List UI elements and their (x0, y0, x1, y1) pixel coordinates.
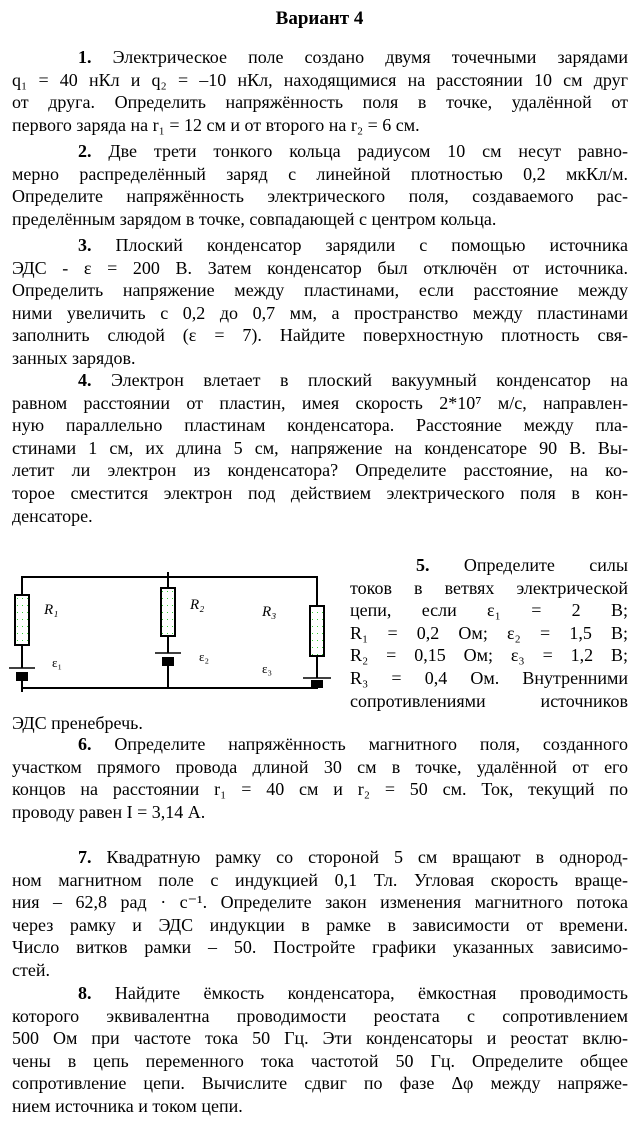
problem-line (12, 869, 628, 892)
problem-line (12, 482, 628, 505)
battery-e3 (303, 678, 331, 688)
problem-line (12, 914, 628, 937)
problem-line (12, 234, 628, 257)
problem-line (350, 622, 628, 645)
problem-line (12, 1072, 628, 1095)
problem-line (12, 1027, 628, 1050)
problem-8 (12, 982, 628, 1118)
line-text: Определите напряжённость электрического поля, создаваемого рас- (12, 186, 628, 207)
problem-line (350, 599, 628, 622)
problem-line (12, 163, 628, 186)
problem-number: 1. (78, 47, 92, 67)
line-text: R₂ = 0,15 Ом; ε₃ = 1,2 В; (350, 645, 628, 666)
problem-line (350, 554, 628, 577)
line-text: мерно распределённый заряд с линейной плотностью 0,2 мкКл/м. (12, 163, 628, 184)
battery-e1 (9, 668, 35, 681)
problem-line (12, 936, 628, 959)
label-e3: ε₃ (262, 661, 272, 676)
problem-line (12, 414, 628, 437)
problem-line (12, 46, 628, 69)
line-text: R₃ = 0,4 Ом. Внутренними (350, 667, 628, 688)
problem-line (12, 756, 628, 779)
line-text: ную параллельно пластинам конденсатора. Расстояние между пла- (12, 415, 628, 436)
problem-line (12, 257, 628, 280)
problem-7 (12, 846, 628, 982)
problem-line (12, 891, 628, 914)
problem-line (12, 279, 628, 302)
line-text: которого эквивалентна проводимости реостата с сопротивлением (12, 1005, 628, 1026)
line-text: цепи, если ε₁ = 2 В; (350, 600, 628, 621)
problem-line (12, 1005, 628, 1028)
line-text: Плоский конденсатор зарядили с помощью источника (115, 235, 629, 255)
problem-6 (12, 733, 628, 823)
label-r1: R₁ (44, 602, 59, 618)
line-text: заполнить слюдой (ε = 7). Найдите поверхностную плотность свя- (12, 325, 628, 346)
line-text: Электрон влетает в плоский вакуумный конденсатор на (111, 370, 628, 390)
problem-line (12, 185, 628, 208)
label-r3: R₃ (262, 604, 277, 620)
problem-line: ЭДС пренебречь. (12, 713, 143, 734)
problem-1 (12, 46, 628, 136)
battery-e2 (155, 653, 181, 666)
line-text: денсаторе. (12, 505, 93, 526)
problem-line (12, 208, 628, 231)
bottom-wire (22, 686, 317, 688)
line-text: проводу равен I = 3,14 А. (12, 801, 206, 822)
line-text: торое сместится электрон под действием электрического поля в кон- (12, 482, 628, 503)
problem-line (350, 644, 628, 667)
line-text: летит ли электрон из конденсатора? Определите расстояние, на ко- (12, 460, 628, 481)
line-text: первого заряда на r₁ = 12 см и от второго на r₂ = 6 см. (12, 114, 420, 135)
line-text: чены в цепь переменного тока частотой 50 Гц. Определите общее (12, 1050, 628, 1071)
line-text: стей. (12, 959, 50, 980)
problem-4 (12, 369, 628, 527)
line-text: Две трети тонкого кольца радиусом 10 см несут равно- (108, 141, 629, 161)
problem-number: 8. (78, 983, 92, 1003)
line-text: Определить напряжение между пластинами, если расстояние между (12, 280, 628, 301)
variant-title: Вариант 4 (275, 8, 364, 29)
problem-2 (12, 140, 628, 230)
circuit-diagram (0, 560, 340, 700)
resistor-r2 (161, 588, 175, 636)
label-e2: ε₂ (199, 649, 209, 664)
line-text: концов на расстоянии r₁ = 40 см и r₂ = 50 см. Ток, текущий по (12, 779, 628, 800)
problem-line (350, 577, 628, 600)
label-e1: ε₁ (52, 655, 62, 670)
resistor-r1 (15, 595, 29, 645)
problem-number: 7. (78, 847, 92, 867)
problem-line (12, 459, 628, 482)
line-text: от друга. Определить напряжённость поля в точке, удалённой от (12, 92, 628, 113)
problem-3 (12, 234, 628, 370)
problem-5-tail (12, 712, 628, 735)
line-text: Электрическое поле создано двумя точечными зарядами (112, 47, 628, 67)
line-text: пределённым зарядом в точке, совпадающей с центром кольца. (12, 208, 497, 229)
label-r2: R₂ (190, 597, 205, 613)
resistor-r3 (310, 606, 324, 656)
problem-line (12, 91, 628, 114)
line-text: стинами 1 см, их длина 5 см, напряжение на конденсаторе 90 В. Вы- (12, 437, 628, 458)
problem-number: 6. (78, 734, 92, 754)
problem-5 (350, 554, 628, 712)
line-text: участком прямого провода длиной 30 см в точке, удалённой от его (12, 756, 628, 777)
line-text: R₁ = 0,2 Ом; ε₂ = 1,5 В; (350, 622, 628, 643)
problem-line (12, 69, 628, 92)
problem-line (350, 690, 628, 713)
problem-line (12, 1050, 628, 1073)
problem-line (12, 959, 628, 982)
problem-number: 4. (78, 370, 92, 390)
line-text: q₁ = 40 нКл и q₂ = –10 нКл, находящимися на расстоянии 10 см друг (12, 69, 628, 90)
line-text: 500 Ом при частоте тока 50 Гц. Эти конденсаторы и реостат вклю- (12, 1028, 628, 1049)
line-text: ними увеличить с 0,2 до 0,7 мм, а пространство между пластинами (12, 302, 628, 323)
problem-number: 2. (78, 141, 92, 161)
line-text: нием источника и током цепи. (12, 1095, 243, 1116)
problem-line (12, 801, 628, 824)
line-text: ном магнитном поле с индукцией 0,1 Тл. Угловая скорость враще- (12, 869, 628, 890)
problem-line (12, 369, 628, 392)
line-text: ЭДС - ε = 200 В. Затем конденсатор был отключён от источника. (12, 257, 628, 278)
problem-line (12, 302, 628, 325)
problem-line (350, 667, 628, 690)
line-text: Число витков рамки – 50. Постройте графики указанных зависимо- (12, 937, 628, 958)
problem-number: 3. (78, 235, 92, 255)
problem-line (12, 324, 628, 347)
problem-number: 5. (416, 555, 430, 575)
problem-line (12, 982, 628, 1005)
problem-line (12, 140, 628, 163)
problem-line (12, 347, 628, 370)
problem-line (12, 846, 628, 869)
problem-line (12, 437, 628, 460)
line-text: Определите силы (463, 555, 629, 575)
problem-line (12, 733, 628, 756)
line-text: Квадратную рамку со стороной 5 см вращают в однород- (106, 847, 629, 867)
line-text: ния – 62,8 рад · с⁻¹. Определите закон изменения магнитного потока (12, 892, 628, 913)
problem-line (12, 505, 628, 528)
line-text: через рамку и ЭДС индукции в рамке в зависимости от времени. (12, 914, 628, 935)
line-text: Определите напряжённость магнитного поля, созданного (114, 734, 628, 754)
line-text: сопротивлениями источников (350, 690, 628, 711)
line-text: сопротивление цепи. Вычислите сдвиг по фазе Δφ между напряже- (12, 1073, 628, 1094)
line-text: токов в ветвях электрической (350, 577, 628, 598)
problem-line (12, 114, 628, 137)
line-text: занных зарядов. (12, 347, 136, 368)
problem-line (12, 778, 628, 801)
problem-line (12, 392, 628, 415)
line-text: равном расстоянии от пластин, имея скорость 2*10⁷ м/с, направлен- (12, 392, 628, 413)
problem-line (12, 1095, 628, 1118)
line-text: Найдите ёмкость конденсатора, ёмкостная проводимость (114, 983, 629, 1003)
